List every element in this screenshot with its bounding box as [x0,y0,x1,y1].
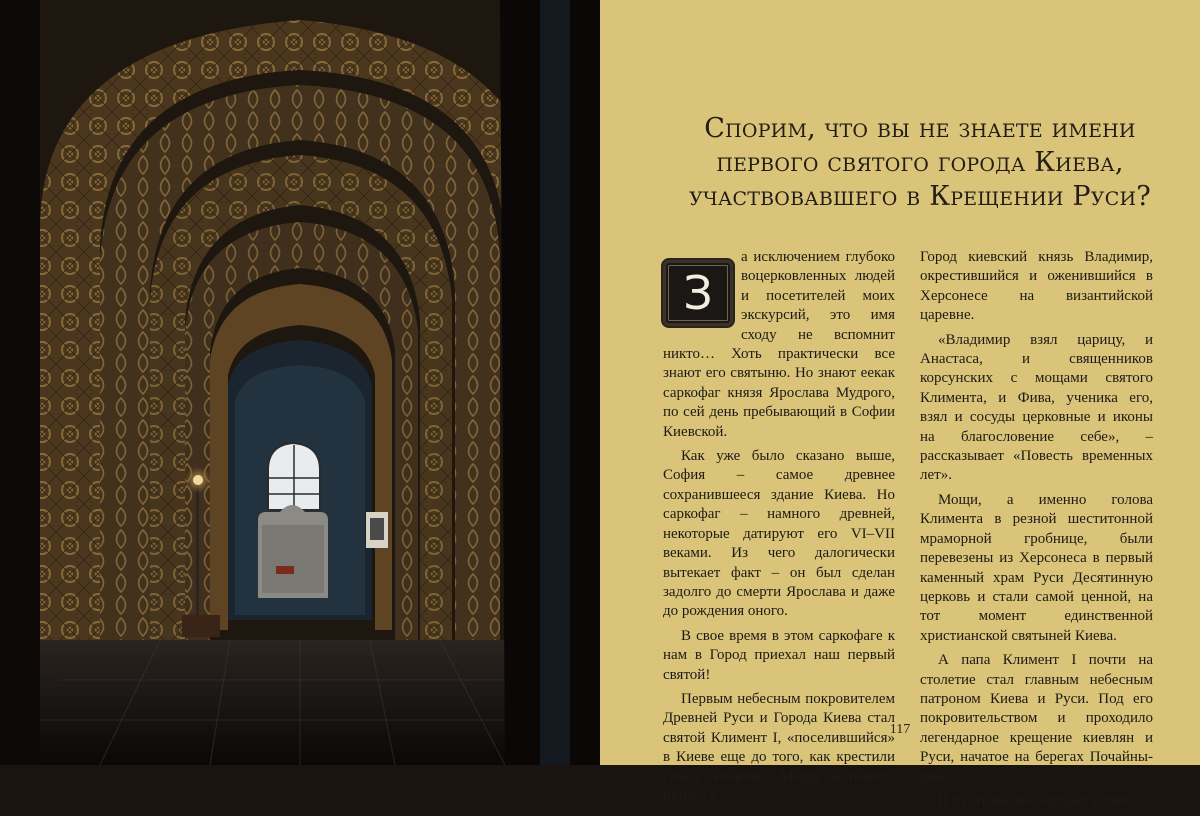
paragraph: Первым небесным покровителем Древней Руси и Города Киева стал святой Климент I, «поселившийся» в Киеве еще до того, как крестили самих киевлян. Мощи Климента привез в [663,690,895,804]
drop-cap-letter: З [683,266,713,320]
paragraph: «Владимир взял царицу, и Анастаса, и священников корсунских с мощами святого Климента, и Фива, ученика его, взял и сосуды церковные и иконы на благословение себе», – рассказывает «Повесть временных лет». [920,331,1153,484]
page-number: 117 [889,722,911,737]
paragraph: Город киевский князь Владимир, окрестившийся и оженившийся в Херсонесе на византийской царевне. [920,249,1153,324]
paragraph: Как уже было сказано выше, София – самое древнее сохранившееся здание Киева. Но саркофаг – намного древней, некоторые датируют его VI–VII веками. Из чего далогически вытекает факт – он был сделан задолго до смерти Ярослава и даже до рождения оного. [663,448,895,620]
paragraph: А папа Климент I почти на столетие стал главным небесным патроном Киева и Руси. Под его покровительством и проходило легендарное крещение киевлян и Руси, начатое на берегах Почайны-реки. [920,652,1153,785]
title-line-2: первого святого города Киева, [716,147,1124,178]
cathedral-photo [0,0,600,765]
drop-cap [663,260,733,326]
first-paragraph-text: а исключением глубоко воцерковленных людей и посетителей моих экскурсий, это имя сходу не вспомнит никто… Хоть практически все знают его святыню. Но знают еекак саркофаг князя Ярослава Мудрого, по сей день пребывающий в Софии Киевской. [663,249,895,440]
paragraph: В свое время в этом саркофаге к нам в Город приехал наш первый святой! [663,627,895,683]
cathedral-arcade-image [0,0,600,765]
title-line-3: участвовавшего в Крещении Руси? [689,181,1151,212]
text-page [600,0,1200,809]
first-paragraph [663,248,895,442]
title-line-1: Спорим, что вы не знаете имени [704,113,1136,144]
paragraph: Мощи, а именно голова Климента в резной шеститонной мраморной гробнице, были перевезены из Херсонеса в первый каменный храм Руси Десятинную церковь и стали самой ценной, на тот момент единственной христианской святыней Киева. [920,491,1153,644]
paragraph: И пусть вас не смущает слово [938,792,1130,809]
chapter-title [660,112,1180,214]
